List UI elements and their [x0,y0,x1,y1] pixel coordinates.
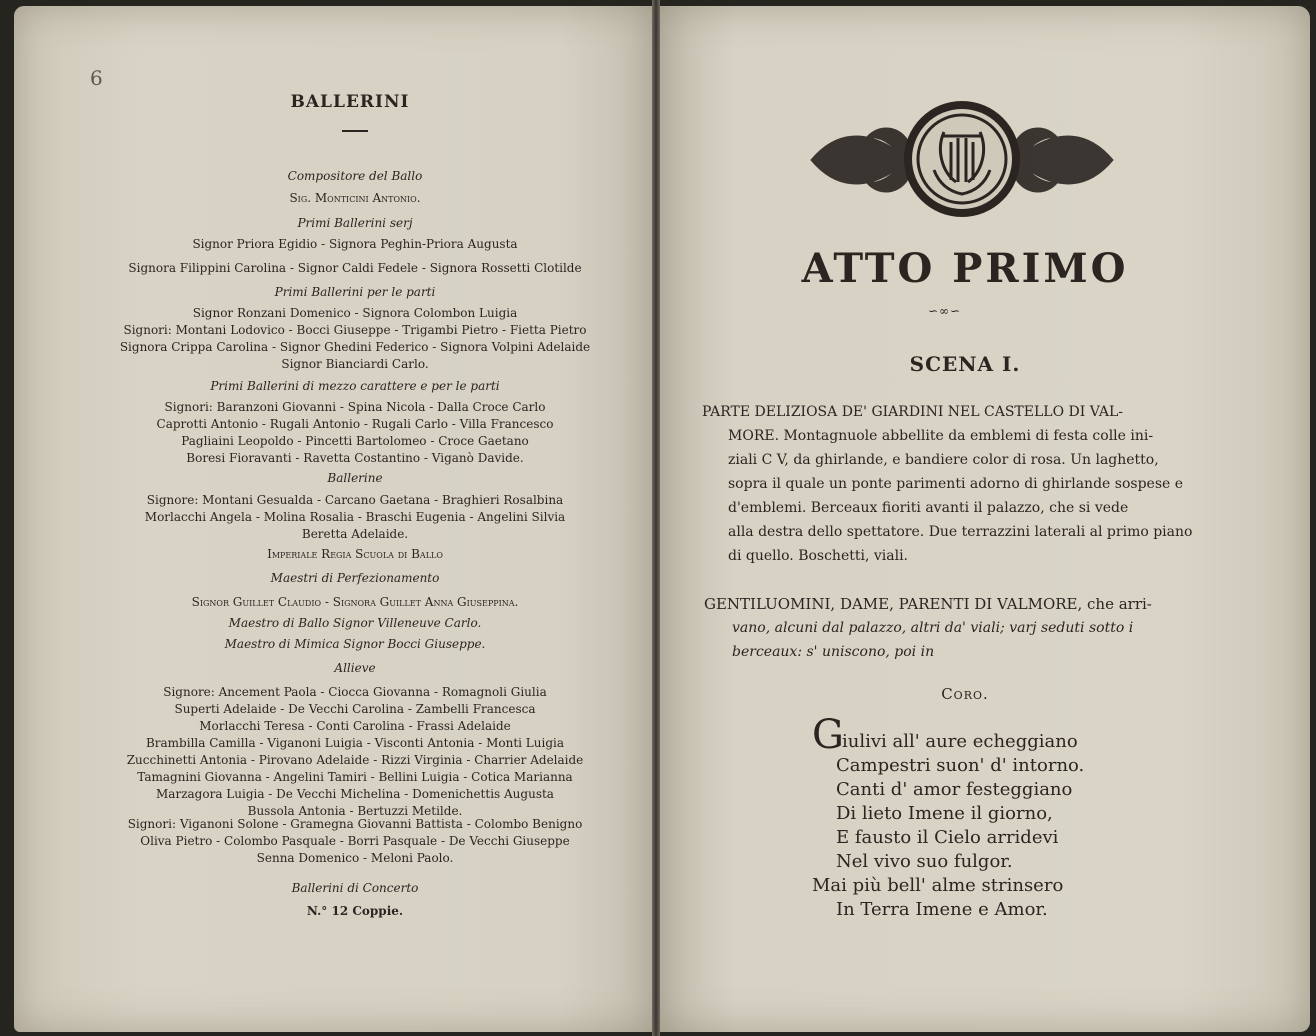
verse-line: E fausto il Cielo arridevi [836,827,1059,848]
cast-line: Signor Ronzani Domenico - Signora Colombon Luigia [192,306,518,320]
cast-line: Primi Ballerini di mezzo carattere e per le parti [210,379,500,393]
cast-line: Brambilla Camilla - Viganoni Luigia - Visconti Antonia - Monti Luigia [145,736,565,750]
cast-line: Oliva Pietro - Colombo Pasquale - Borri Pasquale - De Vecchi Giuseppe [140,834,570,848]
cast-line: Morlacchi Angela - Molina Rosalia - Braschi Eugenia - Angelini Silvia [144,510,566,524]
description-line: ziali C V, da ghirlande, e bandiere color di rosa. Un laghetto, [728,452,1159,468]
characters-line: GENTILUOMINI, DAME, PARENTI DI VALMORE, che arri- [704,595,1152,613]
page-title: BALLERINI [290,92,410,112]
cast-line: Maestri di Perfezionamento [270,571,440,585]
cast-line: Sig. Monticini Antonio. [289,191,421,205]
description-line: MORE. Montagnuole abbellite da emblemi di festa colle ini- [728,428,1154,444]
cast-line: Pagliaini Leopoldo - Pincetti Bartolomeo - Croce Gaetano [181,434,529,448]
characters-line: berceaux: s' uniscono, poi in [732,644,935,660]
cast-line: Senna Domenico - Meloni Paolo. [256,851,454,865]
cast-line: Signore: Montani Gesualda - Carcano Gaetana - Braghieri Rosalbina [146,493,564,507]
cast-line: Signor Bianciardi Carlo. [281,357,429,371]
cast-line: Signori: Baranzoni Giovanni - Spina Nicola - Dalla Croce Carlo [164,400,546,414]
verse-line: iulivi all' aure echeggiano [842,731,1078,752]
title-rule [342,130,368,132]
cast-line: Caprotti Antonio - Rugali Antonio - Rugali Carlo - Villa Francesco [156,417,554,431]
cast-line: Zucchinetti Antonia - Pirovano Adelaide - Rizzi Virginia - Charrier Adelaide [126,753,584,767]
cast-line: Signor Guillet Claudio - Signora Guillet Anna Giuseppina. [191,595,519,609]
characters-line: vano, alcuni dal palazzo, altri da' viali; varj seduti sotto i [732,620,1134,636]
verse-line: Mai più bell' alme strinsero [812,875,1064,896]
cast-line: Marzagora Luigia - De Vecchi Michelina - Domenichettis Augusta [156,787,554,801]
cast-line: Beretta Adelaide. [301,527,409,541]
cast-line: Signori: Viganoni Solone - Gramegna Giovanni Battista - Colombo Benigno [127,817,583,831]
cast-line: Morlacchi Teresa - Conti Carolina - Frassi Adelaide [199,719,511,733]
act-title: ATTO PRIMO [801,245,1129,292]
cast-line: Superti Adelaide - De Vecchi Carolina - Zambelli Francesca [174,702,536,716]
description-line: alla destra dello spettatore. Due terrazzini laterali al primo piano [728,524,1193,540]
book-gutter [652,0,660,1036]
cast-line: Signor Priora Egidio - Signora Peghin-Priora Augusta [192,237,518,251]
cast-line: Primi Ballerini per le parti [274,285,436,299]
cast-line: Ballerini di Concerto [291,881,419,895]
cast-line: Allieve [334,661,376,675]
page-number: 6 [90,66,103,90]
description-line: di quello. Boschetti, viali. [728,548,909,564]
cast-line: Signora Filippini Carolina - Signor Caldi Fedele - Signora Rossetti Clotilde [128,261,582,275]
cast-line: Primi Ballerini serj [297,216,413,230]
cast-line: Signora Crippa Carolina - Signor Ghedini Federico - Signora Volpini Adelaide [119,340,591,354]
verse-line: Nel vivo suo fulgor. [836,851,1013,872]
chorus-label: Coro. [941,685,989,703]
cast-line: Maestro di Mimica Signor Bocci Giuseppe. [224,637,486,651]
cast-line: Tamagnini Giovanna - Angelini Tamiri - Bellini Luigia - Cotica Marianna [137,770,573,784]
cast-line: Imperiale Regia Scuola di Ballo [267,547,443,561]
verse-line: Campestri suon' d' intorno. [836,755,1085,776]
scene-title: SCENA I. [909,352,1021,376]
cast-line: Boresi Fioravanti - Ravetta Costantino - Viganò Davide. [186,451,524,465]
cast-line: N.° 12 Coppie. [306,904,404,918]
verse-line: In Terra Imene e Amor. [836,899,1048,920]
cast-line: Bussola Antonia - Bertuzzi Metilde. [247,804,463,818]
cast-line: Compositore del Ballo [287,169,423,183]
verse-line: Di lieto Imene il giorno, [836,803,1053,824]
description-line: d'emblemi. Berceaux fioriti avanti il palazzo, che si vede [728,500,1129,516]
description-line: PARTE DELIZIOSA DE' GIARDINI NEL CASTELLO DI VAL- [702,404,1124,420]
verse-dropcap: G [812,712,844,758]
cast-line: Ballerine [327,471,383,485]
cast-line: Maestro di Ballo Signor Villeneuve Carlo. [228,616,482,630]
lyre-ornament-icon [806,100,1118,218]
description-line: sopra il quale un ponte parimenti adorno di ghirlande sospese e [728,476,1184,492]
cast-line: Signore: Ancement Paola - Ciocca Giovanna - Romagnoli Giulia [163,685,547,699]
verse-line: Canti d' amor festeggiano [836,779,1073,800]
small-ornament-icon: ∽∞∽ [928,304,962,318]
cast-line: Signori: Montani Lodovico - Bocci Giuseppe - Trigambi Pietro - Fietta Pietro [123,323,587,337]
